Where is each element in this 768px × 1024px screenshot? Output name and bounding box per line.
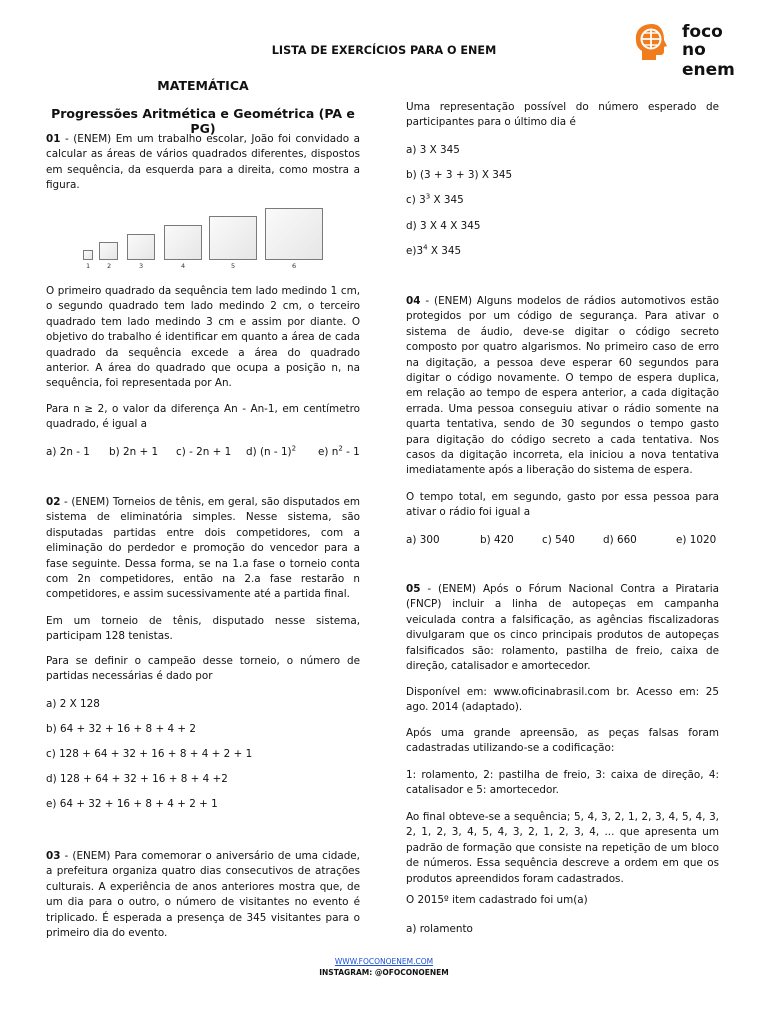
q2-option-c[interactable]: c) 128 + 64 + 32 + 16 + 8 + 4 + 2 + 1 [46,748,253,760]
q1-figure [80,212,325,274]
q1-option-c[interactable]: c) - 2n + 1 [176,446,232,458]
q4-option-d[interactable]: d) 660 [603,534,637,546]
q1-option-d-text: d) (n - 1) [246,446,292,458]
q1-option-e-sup: 2 [338,444,343,453]
q4-paragraph-2: O tempo total, em segundo, gasto por essa pessoa para ativar o rádio foi igual a [406,491,719,519]
q5-text: - (ENEM) Após o Fórum Nacional Contra a Pirataria (FNCP) incluir a linha de autopeças em campanha veiculada contra a falsificação, as agências fiscalizadoras divulgaram que os cinco principais produtos de autopeças falsificados são: rolamento, pastilha de freio, caixa de direção, catalisador e amortecedor. [406,583,719,673]
figure-label-6: 6 [292,262,297,270]
q2-option-d[interactable]: d) 128 + 64 + 32 + 16 + 8 + 4 +2 [46,773,228,785]
q1-statement [46,132,360,194]
q2-paragraph-3: Para se definir o campeão desse torneio, o número de partidas necessárias é dado por [46,655,360,683]
figure-label-1: 1 [86,262,91,270]
q1-option-d[interactable] [246,445,296,459]
q3-option-e-tail: X 345 [427,245,462,257]
logo-text-line1: foco [682,22,723,42]
q3-option-e[interactable] [406,244,461,258]
q2-statement [46,495,360,603]
q3-text: - (ENEM) Para comemorar o aniversário de uma cidade, a prefeitura organiza quatro dias consecutivos de atrações culturais. A experiência de anos anteriores mostra que, de um dia para o outro, o número de visitantes no evento é triplicado. É esperada a presença de 345 visitantes para o primeiro dia do evento. [46,850,360,940]
q1-option-e[interactable] [318,445,360,459]
figure-label-3: 3 [139,262,144,270]
q5-paragraph-6: O 2015º item cadastrado foi um(a) [406,894,588,906]
website-link[interactable]: WWW.FOCONOENEM.COM [334,957,434,966]
q3-option-d[interactable]: d) 3 X 4 X 345 [406,220,481,232]
q2-option-b[interactable]: b) 64 + 32 + 16 + 8 + 4 + 2 [46,723,197,735]
q4-text: - (ENEM) Alguns modelos de rádios automotivos estão protegidos por um código de segurança. Para ativar o sistema de áudio, deve-se digitar o código secreto composto por quatro algarismos. No primeiro caso de erro na digitação, a pessoa deve esperar 60 segundos para digitar o código novamente. O tempo de espera duplica, em relação ao tempo de espera anterior, a cada digitação errada. Uma pessoa conseguiu ativar o rádio somente na quarta tentativa, sendo de 30 segundos o tempo gasto para digitação do código secreto a cada tentativa. Nos casos da digitação incorreta, ela iniciou a nova tentativa imediatamente após a liberação do sistema de espera. [406,295,719,477]
q3-option-e-text: e)3 [406,245,424,257]
q5-statement [406,582,719,674]
figure-label-5: 5 [231,262,236,270]
q3-option-e-sup: 4 [423,243,428,252]
q3-option-c-text: c) 3 [406,194,426,206]
figure-label-4: 4 [181,262,186,270]
subject-heading: MATEMÁTICA [157,78,249,93]
q1-option-a[interactable]: a) 2n - 1 [46,446,90,458]
q1-number: 01 [46,133,61,145]
q3-option-b[interactable]: b) (3 + 3 + 3) X 345 [406,169,513,181]
q4-option-c[interactable]: c) 540 [542,534,575,546]
figure-square-2 [99,242,118,260]
topic-heading: Progressões Aritmética e Geométrica (PA e PG) [51,106,355,136]
q4-options [406,533,719,547]
figure-square-4 [164,225,202,260]
q1-option-d-sup: 2 [291,444,297,453]
q3-number: 03 [46,850,61,862]
brain-icon [630,20,674,64]
q5-paragraph-2: Disponível em: www.oficinabrasil.com br. Acesso em: 25 ago. 2014 (adaptado). [406,686,719,714]
q3-statement [46,849,360,941]
q5-number: 05 [406,583,421,595]
q2-paragraph-2: Em um torneio de tênis, disputado nesse sistema, participam 128 tenistas. [46,615,360,643]
figure-square-3 [127,234,155,260]
q1-text: - (ENEM) Em um trabalho escolar, João foi convidado a calcular as áreas de vários quadrados diferentes, dispostos em sequência, da esquerda para a direita, como mostra a figura. [46,133,360,192]
q2-option-e[interactable]: e) 64 + 32 + 16 + 8 + 4 + 2 + 1 [46,798,218,810]
q1-paragraph: O primeiro quadrado da sequência tem lado medindo 1 cm, o segundo quadrado tem lado medindo 2 cm, o terceiro quadrado tem lado medindo 3 cm e assim por diante. O objetivo do trabalho é identificar em quanto a área de cada quadrado da sequência excede a área do quadrado anterior. A área do quadrado que ocupa a posição n, na sequência, foi representada por An. [46,285,360,390]
q4-option-b[interactable]: b) 420 [480,534,514,546]
q5-option-a[interactable]: a) rolamento [406,923,473,935]
logo [630,20,750,80]
q5-paragraph-5: Ao final obteve-se a sequência; 5, 4, 3, 2, 1, 2, 3, 4, 5, 4, 3, 2, 1, 2, 3, 4, 5, 4, 3, 2, 1, 2, 3, 4, ... que apresenta um padrão de formação que consiste na repetição de um bloco de números. Essa sequência descreve a ordem em que os produtos apreendidos foram cadastrados. [406,811,719,885]
figure-square-5 [209,216,257,260]
figure-square-6 [265,208,323,260]
q4-option-e[interactable]: e) 1020 [676,534,717,546]
figure-square-1 [83,250,93,260]
q1-option-e-tail: - 1 [342,446,360,458]
figure-label-2: 2 [107,262,112,270]
footer-instagram: INSTAGRAM: @OFOCONOENEM [319,968,449,977]
q3-paragraph-2: Uma representação possível do número esperado de participantes para o último dia é [406,101,719,129]
q1-option-e-text: e) n [318,446,339,458]
q1-option-b[interactable]: b) 2n + 1 [109,446,159,458]
q1-question: Para n ≥ 2, o valor da diferença An - An-1, em centímetro quadrado, é igual a [46,403,360,431]
q3-option-a[interactable]: a) 3 X 345 [406,144,460,156]
document-title: LISTA DE EXERCÍCIOS PARA O ENEM [271,44,497,57]
q1-options [46,445,360,459]
q4-statement [406,294,719,479]
logo-text-line2: no enem [682,40,735,80]
q2-number: 02 [46,496,61,508]
q5-paragraph-3: Após uma grande apreensão, as peças falsas foram cadastradas utilizando-se a codificação: [406,727,719,755]
q3-option-c[interactable] [406,193,464,207]
q3-option-c-sup: 3 [425,192,431,201]
q3-option-c-tail: X 345 [430,194,464,206]
q4-option-a[interactable]: a) 300 [406,534,440,546]
q4-number: 04 [406,295,421,307]
q2-text: - (ENEM) Torneios de tênis, em geral, são disputados em sistema de eliminatória simples. Nesse sistema, são disputadas partidas entre dois competidores, com a eliminação do perdedor e promoção do vencedor para a fase seguinte. Dessa forma, se na 1.a fase o torneio conta com 2n competidores, então na 2.a fase restarão n competidores, e assim sucessivamente até a partida final. [46,496,360,601]
footer-website [0,957,768,966]
q5-paragraph-4: 1: rolamento, 2: pastilha de freio, 3: caixa de direção, 4: catalisador e 5: amortecedor. [406,769,719,797]
q2-option-a[interactable]: a) 2 X 128 [46,698,100,710]
